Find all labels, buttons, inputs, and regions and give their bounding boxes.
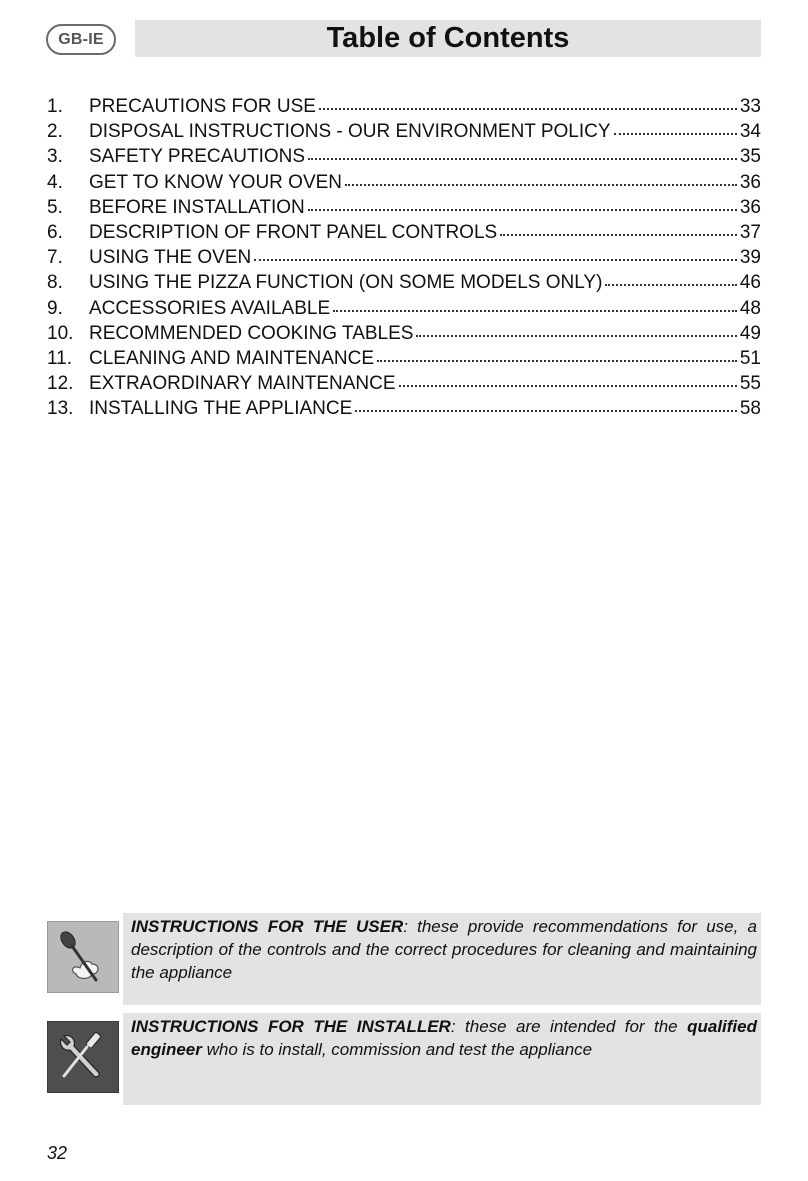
toc-entry-number: 8. (47, 272, 63, 294)
toc-entry (47, 170, 761, 195)
toc-entry-number: 6. (47, 221, 63, 243)
toc-entry-number: 4. (47, 171, 63, 193)
toc-entry-title: GET TO KNOW YOUR OVEN (89, 171, 343, 193)
toc-entry-title: ACCESSORIES AVAILABLE (89, 297, 331, 319)
table-of-contents (47, 94, 761, 421)
installer-instructions-text-after: who is to install, commission and test the appliance (201, 1040, 593, 1059)
toc-entry-title: SAFETY PRECAUTIONS (89, 146, 306, 168)
toc-entry-number: 13. (47, 398, 74, 420)
toc-leader-dots (308, 157, 737, 160)
toc-entry-title: INSTALLING THE APPLIANCE (89, 398, 353, 420)
toc-entry-title: BEFORE INSTALLATION (89, 196, 305, 218)
toc-entry-page: 48 (739, 297, 761, 319)
toc-entry (47, 144, 761, 169)
toc-entry-title: DISPOSAL INSTRUCTIONS - OUR ENVIRONMENT POLICY (89, 121, 611, 143)
toc-leader-dots (605, 283, 736, 286)
toc-entry-number: 2. (47, 121, 63, 143)
toc-entry-number: 3. (47, 146, 63, 168)
toc-entry-title: USING THE OVEN (89, 247, 252, 269)
toc-leader-dots (345, 183, 737, 186)
toc-leader-dots (500, 233, 737, 236)
toc-entry-number: 1. (47, 96, 63, 117)
toc-entry-title: PRECAUTIONS FOR USE (89, 96, 316, 117)
spoon-chef-hat-icon (47, 921, 119, 993)
toc-leader-dots (355, 409, 737, 412)
toc-entry-title: DESCRIPTION OF FRONT PANEL CONTROLS (89, 221, 498, 243)
toc-entry-page: 49 (739, 322, 761, 344)
installer-instructions-emphasis: qualified engineer (131, 1017, 757, 1059)
toc-entry-page: 51 (739, 347, 761, 369)
toc-entry-number: 9. (47, 297, 63, 319)
toc-leader-dots (614, 132, 737, 135)
toc-entry (47, 396, 761, 421)
toc-entry-page: 35 (739, 146, 761, 168)
toc-entry-page: 46 (739, 272, 761, 294)
toc-leader-dots (416, 334, 736, 337)
toc-entry-title: CLEANING AND MAINTENANCE (89, 347, 375, 369)
toc-leader-dots (308, 208, 737, 211)
toc-entry-number: 12. (47, 373, 74, 395)
page-number: 32 (47, 1143, 68, 1163)
toc-entry (47, 119, 761, 144)
toc-entry-page: 36 (739, 196, 761, 218)
toc-entry-page: 55 (739, 373, 761, 395)
toc-entry (47, 371, 761, 396)
toc-entry (47, 270, 761, 295)
toc-entry-page: 34 (739, 121, 761, 143)
user-instructions-heading: INSTRUCTIONS FOR THE USER (131, 917, 404, 936)
toc-entry (47, 195, 761, 220)
toc-leader-dots (333, 309, 737, 312)
toc-entry-number: 5. (47, 196, 63, 218)
wrench-screwdriver-icon (47, 1021, 119, 1093)
user-instructions-box (47, 913, 761, 1005)
toc-entry-number: 7. (47, 247, 63, 269)
title-bar (135, 20, 761, 57)
toc-entry-page: 33 (739, 96, 761, 117)
toc-leader-dots (254, 258, 737, 261)
toc-entry (47, 245, 761, 270)
toc-leader-dots (319, 107, 737, 110)
toc-entry-title: RECOMMENDED COOKING TABLES (89, 322, 414, 344)
toc-entry-number: 11. (47, 347, 73, 369)
toc-entry-title: EXTRAORDINARY MAINTENANCE (89, 373, 396, 395)
user-instructions-text (123, 913, 761, 1005)
installer-instructions-text (123, 1013, 761, 1105)
installer-instructions-text-before: : these are intended for the (450, 1017, 688, 1036)
installer-instructions-heading: INSTRUCTIONS FOR THE INSTALLER (131, 1017, 451, 1036)
toc-entry (47, 321, 761, 346)
toc-entry-page: 37 (739, 221, 761, 243)
toc-leader-dots (377, 359, 737, 362)
installer-instructions-box (47, 1013, 761, 1105)
toc-entry (47, 346, 761, 371)
toc-entry (47, 220, 761, 245)
toc-leader-dots (399, 384, 737, 387)
toc-entry (47, 94, 761, 119)
user-instructions-description: : these provide recommendations for use, a description of the controls and the correct procedures for cleaning and maintaining the appliance (131, 917, 757, 982)
toc-entry-page: 36 (739, 171, 761, 193)
toc-entry-page: 39 (739, 247, 761, 269)
language-badge: GB-IE (46, 24, 116, 55)
toc-entry-page: 58 (739, 398, 761, 420)
toc-entry-title: USING THE PIZZA FUNCTION (ON SOME MODELS ONLY) (89, 272, 603, 294)
toc-entry (47, 296, 761, 321)
toc-entry-number: 10. (47, 322, 74, 344)
page-title: Table of Contents (326, 22, 570, 54)
